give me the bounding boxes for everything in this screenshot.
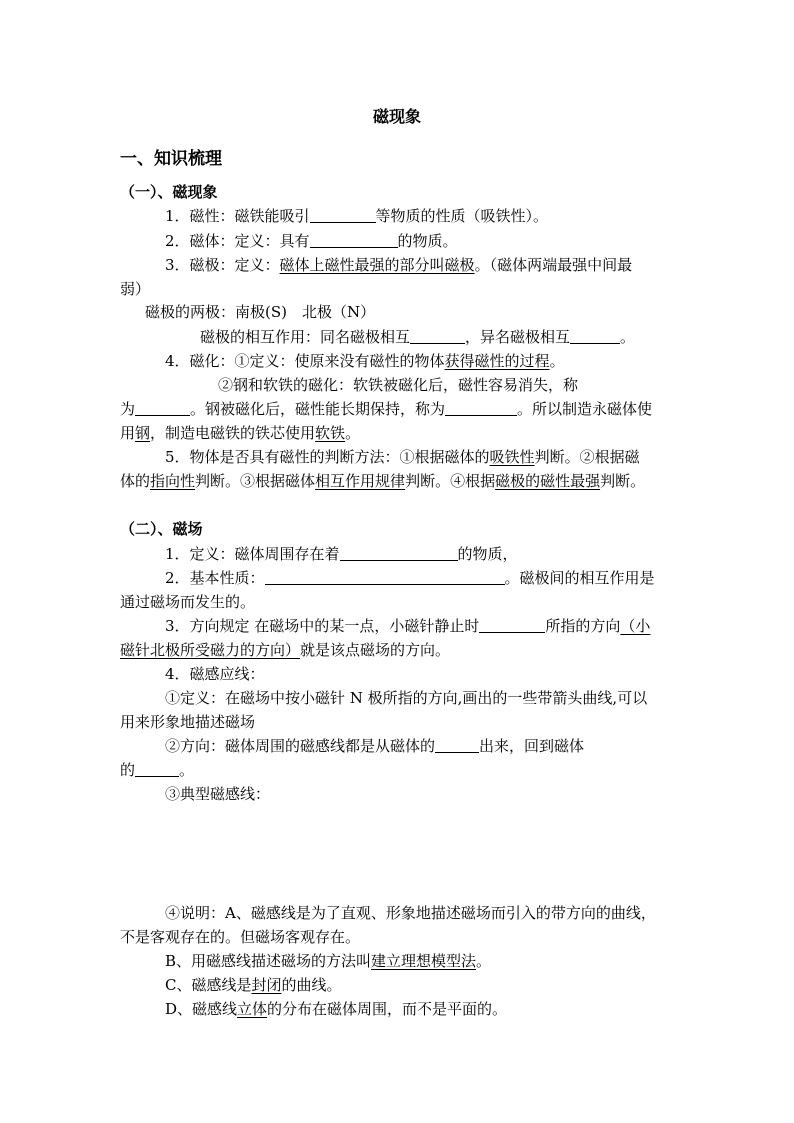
section-heading-1: 一、知识梳理: [120, 149, 222, 169]
page-title: 磁现象: [372, 107, 421, 126]
poles-interaction: 磁极的相互作用：同名磁极相互 ，异名磁极相互 。: [200, 328, 636, 346]
item-2-magnet: 2．磁体：定义：具有 的物质。: [165, 232, 458, 250]
item-3-poles: 3．磁极：定义：磁体上磁性最强的部分叫磁极。（磁体两端最强中间最: [165, 256, 633, 274]
field-lines-direction: ②方向：磁体周围的磁感线都是从磁体的 出来，回到磁体: [165, 737, 585, 755]
field-item-2: 2．基本性质： 。磁极间的相互作用是: [165, 569, 655, 587]
note-c: C、磁感线是封闭的曲线。: [165, 976, 342, 994]
fill-blank: [310, 232, 398, 248]
note-a-continued: 不是客观存在的。但磁场客观存在。: [120, 928, 361, 946]
note-d: D、磁感线立体的分布在磁体周围，而不是平面的。: [165, 1000, 508, 1018]
field-item-3: 3．方向规定 在磁场中的某一点，小磁针静止时 所指的方向（小: [165, 617, 651, 635]
subsection-heading-1: （一）、磁现象: [120, 183, 218, 201]
field-lines-definition: ①定义：在磁场中按小磁针 N 极所指的方向,画出的一些带箭头曲线,可以: [165, 689, 648, 707]
field-lines-direction-continued: 的 。: [120, 761, 195, 779]
field-item-1: 1．定义：磁体周围存在着 的物质，: [165, 545, 518, 563]
item-5-continued: 体的指向性判断。③根据磁体相互作用规律判断。④根据磁极的磁性最强判断。: [120, 472, 646, 490]
note-a: ④说明：A、磁感线是为了直观、形象地描述磁场而引入的带方向的曲线，: [165, 904, 656, 922]
item-4-line4: 用钢，制造电磁铁的铁芯使用软铁。: [120, 424, 361, 442]
item-1-magnetism: 1．磁性：磁铁能吸引 等物质的性质（吸铁性）。: [165, 207, 549, 225]
item-4-magnetization: 4．磁化：①定义：使原来没有磁性的物体获得磁性的过程。: [165, 352, 565, 370]
fill-blank: [445, 400, 517, 416]
poles-line: 磁极的两极：南极(S) 北极（N）: [145, 303, 376, 321]
fill-blank: [135, 761, 179, 777]
note-b: B、用磁感线描述磁场的方法叫建立理想模型法。: [165, 952, 492, 970]
item-4-steel-iron: ②钢和软铁的磁化：软铁被磁化后，磁性容易消失，称: [218, 376, 579, 394]
field-item-4: 4．磁感应线：: [165, 665, 265, 683]
fill-blank: [135, 400, 190, 416]
fill-blank: [570, 328, 620, 344]
subsection-heading-2: （二）、磁场: [120, 520, 203, 538]
fill-blank: [479, 617, 545, 633]
item-5-judge: 5．物体是否具有磁性的判断方法：①根据磁体的吸铁性判断。②根据磁: [165, 448, 640, 466]
fill-blank: [340, 545, 458, 561]
field-item-2-continued: 通过磁场而发生的。: [120, 593, 256, 611]
field-item-3-continued: 磁针北极所受磁力的方向）就是该点磁场的方向。: [120, 641, 451, 659]
item-4-line3: 为 。钢被磁化后，磁性能长期保持，称为 。所以制造永磁体使: [120, 400, 653, 418]
fill-blank: [265, 569, 505, 585]
item-3-continued: 弱）: [120, 280, 151, 298]
field-lines-definition-continued: 用来形象地描述磁场: [120, 713, 256, 731]
fill-blank: [410, 328, 465, 344]
fill-blank: [310, 207, 376, 223]
typical-field-lines: ③典型磁感线：: [165, 785, 271, 803]
fill-blank: [435, 737, 479, 753]
